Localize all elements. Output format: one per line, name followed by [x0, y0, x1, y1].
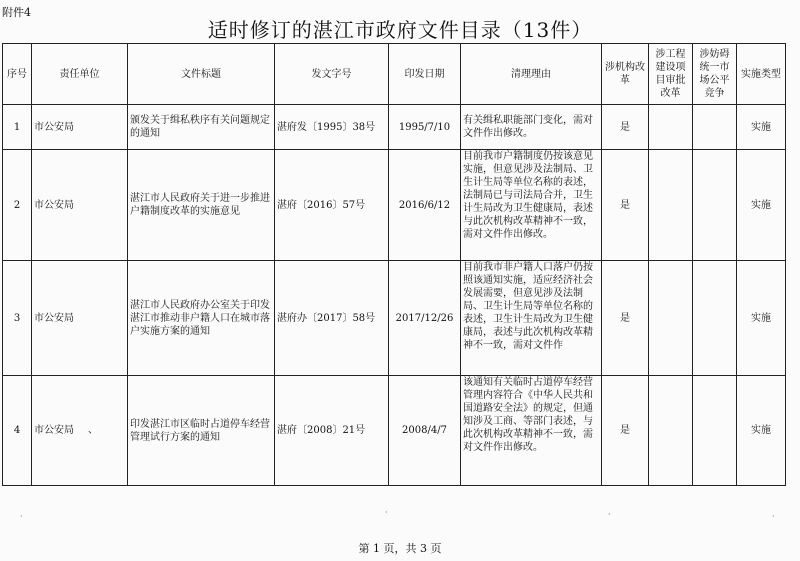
cell-seq: 3 [3, 261, 32, 376]
cell-unit: 市公安局 [32, 261, 128, 376]
cell-approval [649, 261, 693, 376]
cell-fair [693, 150, 737, 261]
header-doc-title: 文件标题 [128, 44, 275, 105]
cell-reform: 是 [602, 376, 649, 486]
cell-seq: 4 [3, 376, 32, 486]
header-unit: 责任单位 [32, 44, 128, 105]
unit-mark: 、 [88, 425, 98, 436]
cell-impl-type: 实施 [737, 261, 786, 376]
scan-speck: · [608, 510, 611, 519]
cell-seq: 1 [3, 105, 32, 150]
page-title: 适时修订的湛江市政府文件目录（13件） [207, 18, 593, 42]
header-fair: 涉妨碍统一市场公平竞争 [693, 44, 737, 105]
header-reason: 清理理由 [461, 44, 602, 105]
cell-impl-type: 实施 [737, 376, 786, 486]
cell-doc-no: 湛府发〔1995〕38号 [275, 105, 389, 150]
cell-approval [649, 150, 693, 261]
cell-doc-title: 湛江市人民政府关于进一步推进户籍制度改革的实施意见 [128, 150, 275, 261]
cell-reform: 是 [602, 150, 649, 261]
cell-approval [649, 376, 693, 486]
table-row [3, 376, 786, 486]
cell-date: 2016/6/12 [389, 150, 461, 261]
cell-reason: 该通知有关临时占道停车经营管理内容符合《中华人民共和国道路安全法》的规定，但通知涉及工商、等部门表述，与此次机构改革精神不一致，需对文件作出修改。 [463, 377, 593, 453]
table-row [3, 261, 786, 376]
page-footer: 第 1 页，共 3 页 [358, 542, 442, 555]
attachment-label: 附件4 [2, 6, 31, 19]
cell-date: 2017/12/26 [389, 261, 461, 376]
header-row [3, 44, 786, 105]
scan-speck: · [385, 508, 388, 517]
cell-unit: 市公安局 [32, 105, 128, 150]
cell-unit: 市公安局 [32, 150, 128, 261]
cell-fair [693, 376, 737, 486]
cell-unit: 市公安局 [34, 425, 74, 436]
header-impl-type: 实施类型 [737, 44, 786, 105]
header-date: 印发日期 [389, 44, 461, 105]
header-reform: 涉机构改革 [602, 44, 649, 105]
document-table [2, 43, 786, 486]
cell-doc-title: 颁发关于缉私秩序有关问题规定的通知 [128, 105, 275, 150]
header-seq: 序号 [3, 44, 32, 105]
cell-fair [693, 261, 737, 376]
cell-doc-no: 湛府〔2008〕21号 [275, 376, 389, 486]
cell-doc-title: 湛江市人民政府办公室关于印发湛江市推动非户籍人口在城市落户实施方案的通知 [128, 261, 275, 376]
cell-doc-no: 湛府〔2016〕57号 [275, 150, 389, 261]
cell-impl-type: 实施 [737, 105, 786, 150]
header-approval: 涉工程建设项目审批改革 [649, 44, 693, 105]
header-doc-no: 发文字号 [275, 44, 389, 105]
cell-doc-no: 湛府办〔2017〕58号 [275, 261, 389, 376]
cell-reform: 是 [602, 261, 649, 376]
cell-fair [693, 105, 737, 150]
cell-approval [649, 105, 693, 150]
table-row [3, 150, 786, 261]
table-row [3, 105, 786, 150]
scan-speck: · [20, 512, 23, 521]
cell-doc-title: 印发湛江市区临时占道停车经营管理试行方案的通知 [128, 376, 275, 486]
cell-reason: 目前我市非户籍人口落户仍按照该通知实施，适应经济社会发展需要，但意见涉及法制局、卫生计生局等单位名称的表述，卫生计生局改为卫生健康局，表述与此次机构改革精神不一致，需对文件作 [463, 262, 593, 351]
cell-reason: 有关缉私职能部门变化，需对文件作出修改。 [461, 105, 602, 150]
cell-reform: 是 [602, 105, 649, 150]
cell-date: 2008/4/7 [389, 376, 461, 486]
cell-impl-type: 实施 [737, 150, 786, 261]
scan-speck: · [772, 512, 775, 521]
cell-date: 1995/7/10 [389, 105, 461, 150]
cell-reason: 目前我市户籍制度仍按该意见实施，但意见涉及法制局、卫生计生局等单位名称的表述，法制局已与司法局合并，卫生计生局改为卫生健康局，表述与此次机构改革精神不一致，需对文件作出修改。 [463, 151, 593, 240]
cell-seq: 2 [3, 150, 32, 261]
